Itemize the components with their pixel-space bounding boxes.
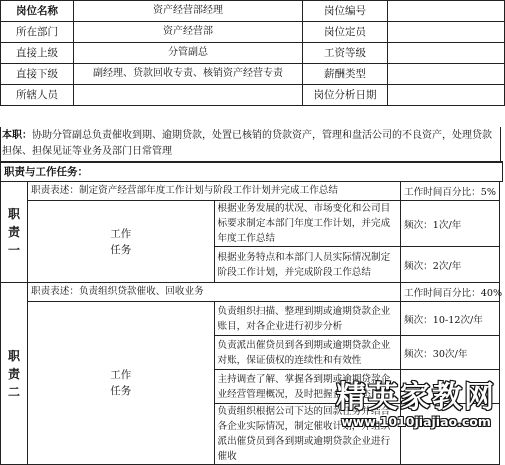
table-row <box>1 283 500 302</box>
statement-label: 职责表述： <box>31 286 79 297</box>
direct-superior-label: 直接上级 <box>1 43 74 64</box>
watermark <box>336 381 496 429</box>
direct-subordinate-label: 直接下级 <box>1 64 74 85</box>
headcount-label: 岗位定员 <box>303 22 388 43</box>
table-row <box>1 182 500 201</box>
position-code-label: 岗位编号 <box>303 1 388 22</box>
duty-label <box>1 283 28 465</box>
task-description: 负责派出催贷员到各到期或逾期贷款企业对账，保证债权的连续性和有效性 <box>214 336 401 370</box>
salary-grade-value <box>388 43 505 64</box>
duty-label-text: 职责二 <box>7 348 20 399</box>
task-label-text: 工作任务 <box>110 227 132 256</box>
table-row <box>1 64 505 85</box>
task-description: 负责组织扫描、整理到期或逾期贷款企业账目，对各企业进行初步分析 <box>214 302 401 336</box>
table-row <box>1 22 505 43</box>
salary-grade-label: 工资等级 <box>303 43 388 64</box>
position-name-label: 岗位名称 <box>1 1 74 22</box>
watermark-title: 精英家教网 <box>336 380 496 415</box>
position-name-value: 资产经营部经理 <box>74 1 303 22</box>
task-label <box>28 302 215 465</box>
watermark-url: www.1010jiajiao.com <box>341 414 491 429</box>
statement-label: 职责表述： <box>31 185 79 196</box>
position-code-value <box>388 1 505 22</box>
statement-text: 负责组织贷款催收、回收业务 <box>78 286 204 297</box>
task-frequency: 频次：30次/年 <box>401 336 500 370</box>
task-frequency: 频次：10-12次/年 <box>401 302 500 336</box>
duty-label <box>1 182 28 283</box>
pay-type-label: 薪酬类型 <box>303 64 388 85</box>
task-label <box>28 201 215 283</box>
task-description: 负责组织根据公司下达的回款任务并结合各企业实际情况，制定催收计划，并组织派出催贷员到各到期或逾期贷款企业进行催收 <box>214 404 401 465</box>
staff-value <box>74 85 303 106</box>
summary-text: 协助分管副总负责催收到期、逾期贷款，处置已核销的贷款资产，管理和盘活公司的不良资产，处理贷款担保、担保见证等业务及部门日常管理 <box>2 130 492 157</box>
task-label-text: 工作任务 <box>110 369 132 397</box>
time-percentage: 工作时间百分比：5% <box>401 182 500 201</box>
department-value: 资产经营部 <box>74 22 303 43</box>
table-row <box>1 43 505 64</box>
position-info-table <box>0 0 505 106</box>
summary-label: 本职： <box>2 130 32 141</box>
pay-type-value <box>388 64 505 85</box>
statement-text: 制定资产经营部年度工作计划与阶段工作计划并完成工作总结 <box>78 185 338 196</box>
table-row <box>1 1 505 22</box>
time-percentage: 工作时间百分比：40% <box>401 283 500 302</box>
duty-statement <box>28 182 401 201</box>
direct-subordinate-value: 副经理、贷款回收专责、核销资产经营专责 <box>74 64 303 85</box>
duty-statement <box>28 283 401 302</box>
staff-label: 所辖人员 <box>1 85 74 106</box>
task-frequency: 频次：1次/年 <box>401 201 500 247</box>
table-row <box>1 201 500 247</box>
task-frequency: 频次：2次/年 <box>401 247 500 283</box>
table-row <box>1 302 500 336</box>
task-description: 主持调查了解、掌握各到期或逾期贷款企业经营管理概况，及时把握企业动态 <box>214 370 401 404</box>
department-label: 所在部门 <box>1 22 74 43</box>
headcount-value <box>388 22 505 43</box>
direct-superior-value: 分管副总 <box>74 43 303 64</box>
job-summary <box>0 127 501 163</box>
analysis-date-label: 岗位分析日期 <box>303 85 388 106</box>
task-description: 根据业务特点和本部门人员实际情况制定阶段工作计划，并完成阶段工作总结 <box>214 247 401 283</box>
section-title: 职责与工作任务： <box>0 161 503 182</box>
task-description: 根据业务发展的状况、市场变化和公司目标要求制定本部门年度工作计划，并完成年度工作总结 <box>214 201 401 247</box>
table-row <box>1 85 505 106</box>
duty-label-text: 职责一 <box>7 207 20 257</box>
analysis-date-value <box>388 85 505 106</box>
